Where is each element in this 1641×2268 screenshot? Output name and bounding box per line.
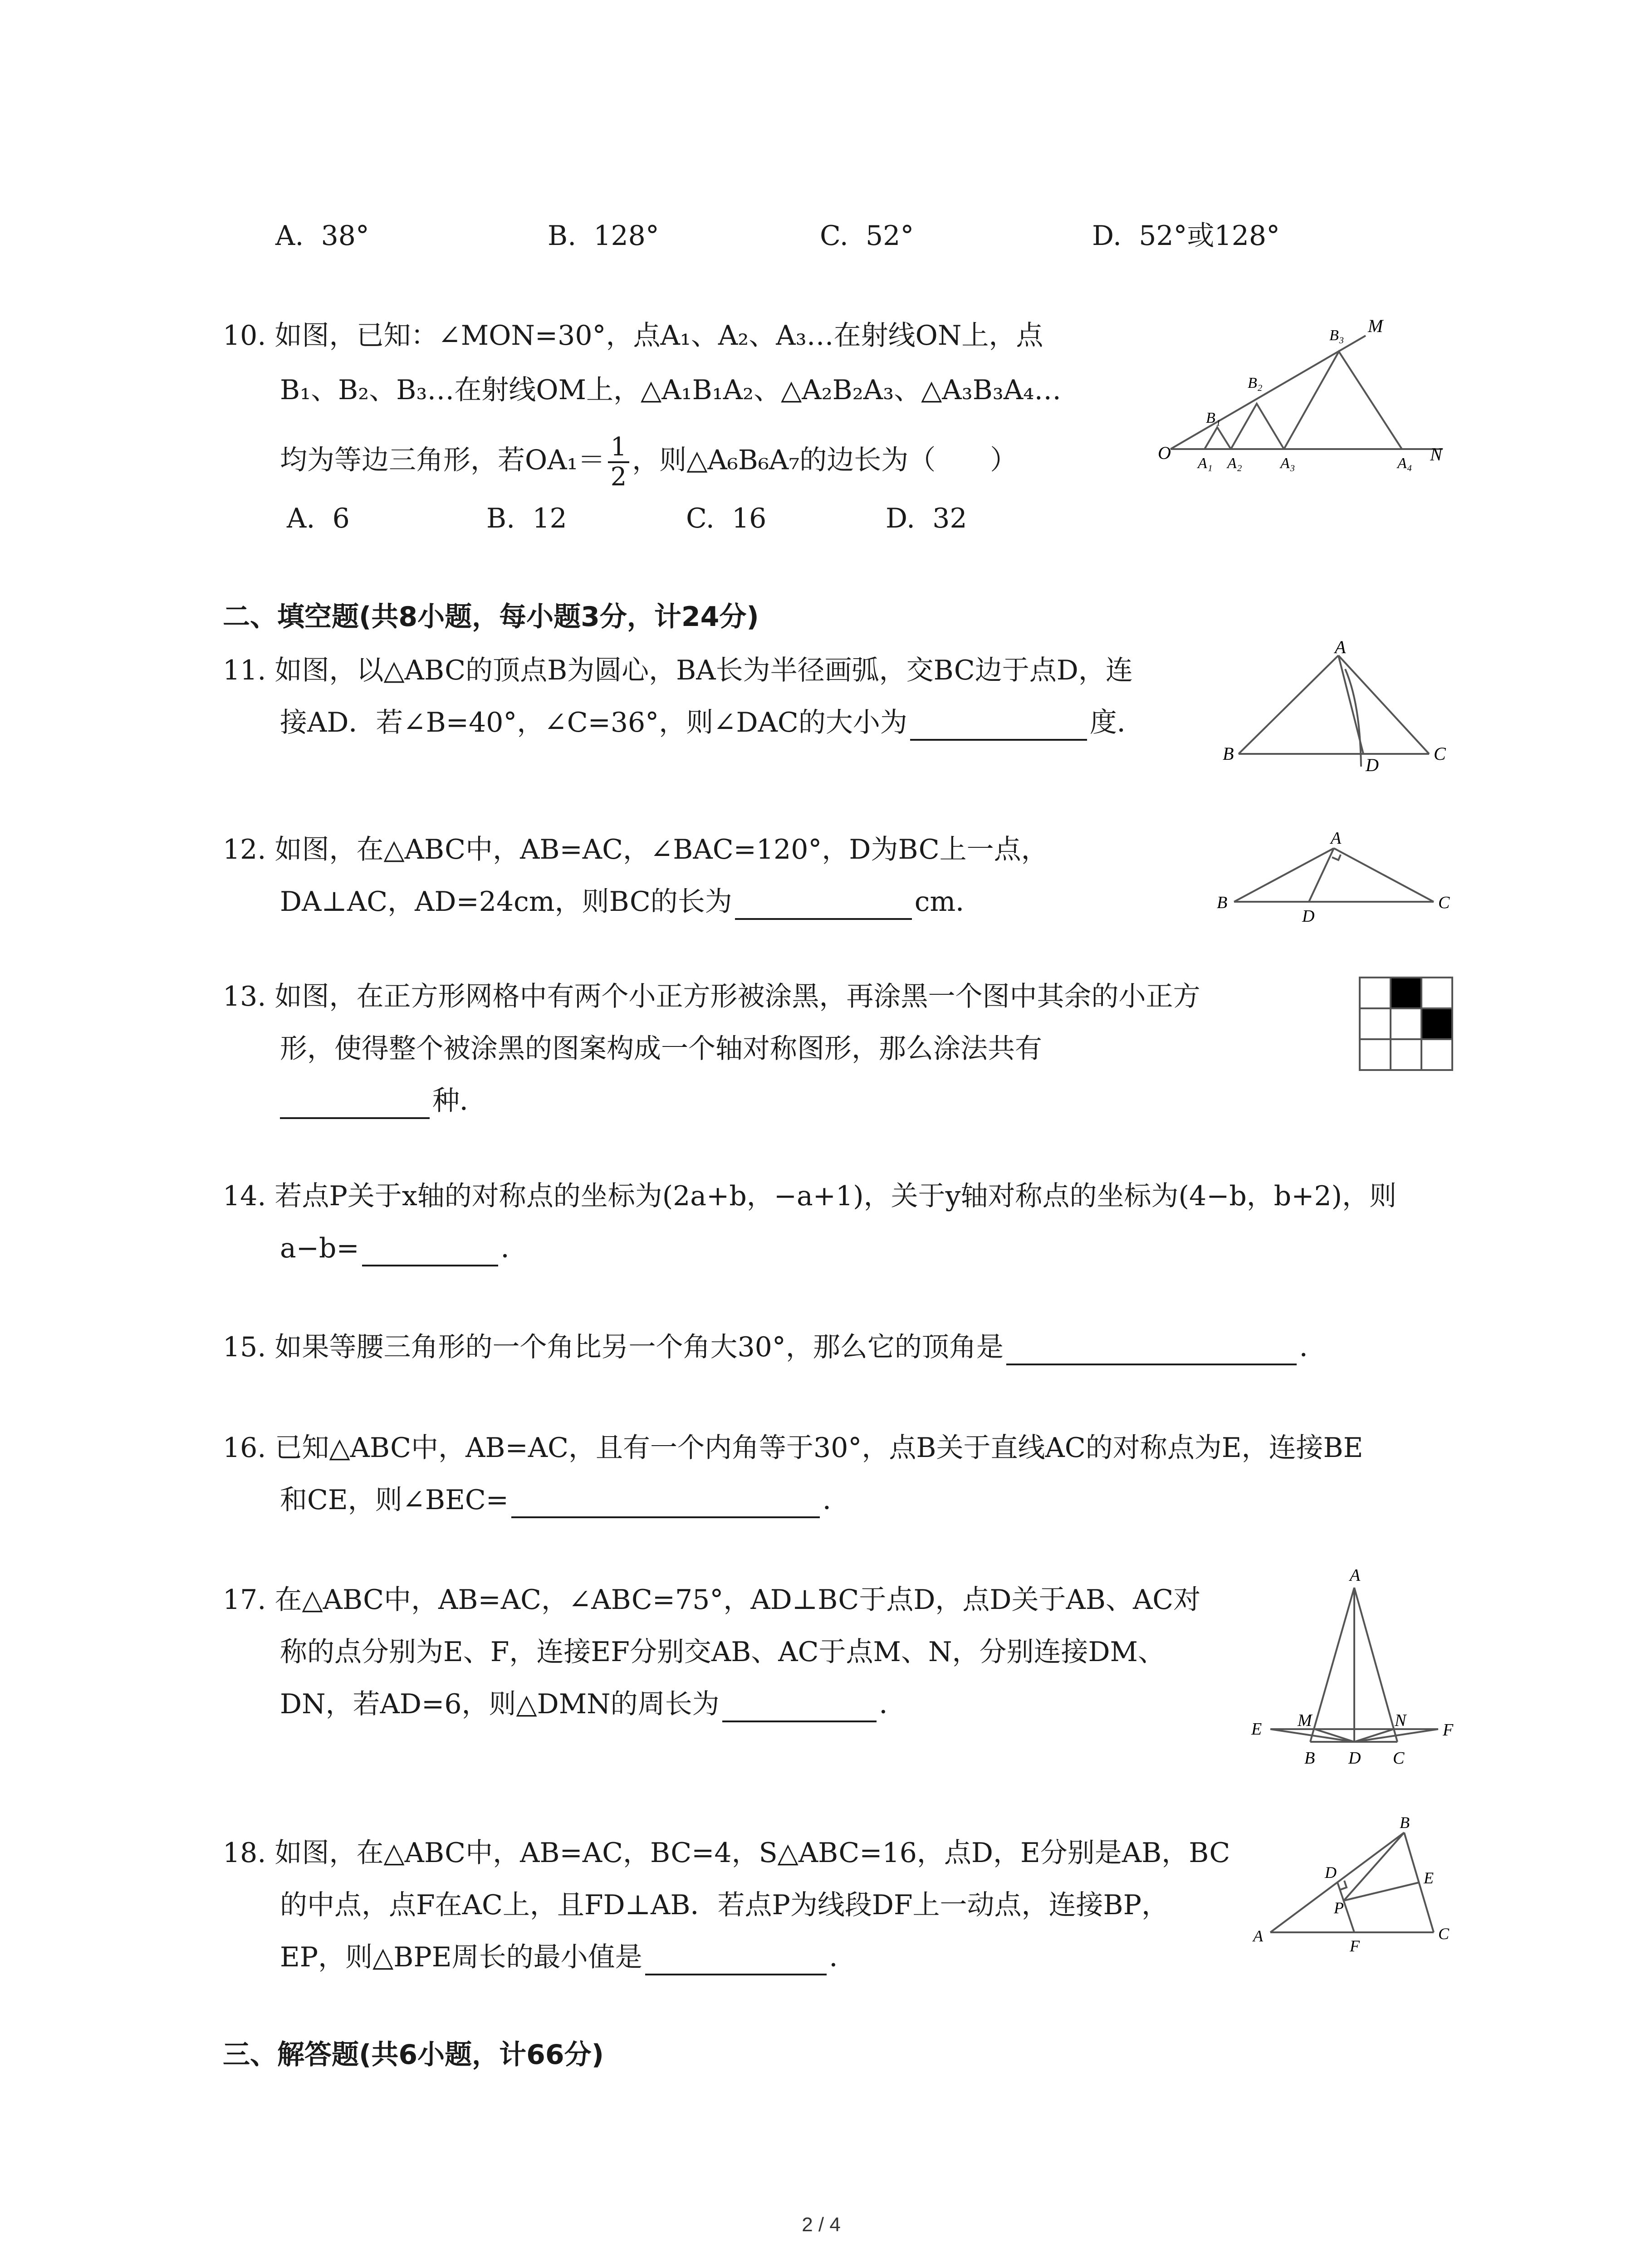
page-number: 2 / 4 [802, 2214, 841, 2236]
q12-figure [1207, 816, 1461, 930]
q15-line1: 15. 如果等腰三角形的一个角比另一个角大30°，那么它的顶角是 ． [223, 1329, 1327, 1365]
label-B1: B₁ [1206, 410, 1221, 426]
label-B3: B₃ [1329, 327, 1344, 344]
q13-grid-figure [1359, 976, 1454, 1071]
q12-line1: 12. 如图，在△ABC中，AB=AC，∠BAC=120°，D为BC上一点， [223, 834, 1048, 865]
q10-line3: 均为等边三角形，若OA₁＝ $\frac{1}{2}$ ，则△A₆B₆A₇的边长为（ ） [280, 432, 1018, 492]
q16-line1: 16. 已知△ABC中，AB=AC，且有一个内角等于30°，点B关于直线AC的对称点为E，连接BE [223, 1432, 1363, 1464]
q16-answer-blank[interactable] [511, 1488, 820, 1518]
q9-option-c: C. 52° [820, 220, 914, 252]
q16-line2: 和CE，则∠BEC= ． [280, 1482, 850, 1518]
q11-figure [1216, 635, 1461, 776]
q17-line2: 称的点分别为E、F，连接EF分别交AB、AC于点M、N，分别连接DM、 [280, 1636, 1165, 1668]
section-2-title: 二、填空题(共8小题，每小题3分，计24分) [223, 601, 759, 633]
label-D: D [1325, 1863, 1337, 1882]
q9-option-b: B. 128° [548, 220, 659, 252]
q13-line1: 13. 如图，在正方形网格中有两个小正方形被涂黑，再涂黑一个图中其余的小正方 [223, 981, 1200, 1012]
label-A4: A₄ [1397, 455, 1412, 472]
label-M: M [1368, 316, 1383, 336]
q14-answer-blank[interactable] [362, 1237, 498, 1266]
label-A: A [1335, 637, 1346, 657]
q10-option-d: D. 32 [886, 503, 967, 534]
label-F: F [1443, 1721, 1454, 1740]
q10-figure [1152, 304, 1461, 476]
q14-line2: a−b= ． [280, 1230, 528, 1266]
q10-line2: B₁、B₂、B₃…在射线OM上，△A₁B₁A₂、△A₂B₂A₃、△A₃B₃A₄… [280, 374, 1062, 406]
label-C: C [1393, 1749, 1405, 1768]
section-3-title: 三、解答题(共6小题，计66分) [223, 2039, 604, 2071]
q10-option-b: B. 12 [486, 503, 567, 534]
q18-line1: 18. 如图，在△ABC中，AB=AC，BC=4，S△ABC=16，点D，E分别是AB，BC [223, 1837, 1230, 1869]
label-C: C [1438, 1925, 1450, 1943]
q9-option-a: A. 38° [275, 220, 369, 252]
label-B: B [1223, 743, 1234, 764]
label-D: D [1302, 907, 1315, 926]
q13-answer-blank[interactable] [280, 1089, 430, 1119]
q9-option-d: D. 52°或128° [1092, 220, 1280, 252]
q18-line2: 的中点，点F在AC上，且FD⊥AB．若点P为线段DF上一动点，连接BP， [280, 1889, 1169, 1921]
label-B2: B₂ [1248, 375, 1263, 391]
label-P: P [1334, 1899, 1344, 1917]
label-A: A [1253, 1927, 1263, 1945]
q18-figure [1243, 1810, 1461, 1973]
q11-answer-blank[interactable] [910, 711, 1087, 741]
q18-line3: EP，则△BPE周长的最小值是 ． [280, 1939, 857, 1975]
label-F: F [1350, 1937, 1360, 1955]
label-A3: A₃ [1280, 455, 1295, 472]
q14-line1: 14. 若点P关于x轴的对称点的坐标为(2a+b，−a+1)，关于y轴对称点的坐标为(4−b，b+2)，则 [223, 1180, 1397, 1212]
label-N: N [1395, 1711, 1406, 1730]
label-N: N [1430, 444, 1442, 464]
q10-option-c: C. 16 [686, 503, 767, 534]
label-D: D [1348, 1749, 1361, 1768]
label-A2: A₂ [1227, 455, 1242, 472]
q13-line2: 形，使得整个被涂黑的图案构成一个轴对称图形，那么涂法共有 [280, 1033, 1042, 1065]
label-A: A [1331, 829, 1342, 848]
q17-line3: DN，若AD=6，则△DMN的周长为 ． [280, 1686, 906, 1722]
label-A1: A₁ [1198, 455, 1213, 472]
q13-line3: 种． [280, 1083, 487, 1119]
label-E: E [1251, 1720, 1262, 1739]
fraction-one-half: $\frac{1}{2}$ [608, 433, 630, 491]
label-C: C [1438, 893, 1450, 912]
label-D: D [1366, 755, 1379, 775]
q15-answer-blank[interactable] [1006, 1335, 1297, 1365]
label-O: O [1158, 443, 1171, 463]
q18-answer-blank[interactable] [645, 1945, 827, 1975]
q17-figure [1243, 1560, 1461, 1778]
q11-line2: 接AD．若∠B=40°，∠C=36°，则∠DAC的大小为 度． [280, 704, 1144, 741]
label-B: B [1217, 893, 1228, 912]
q12-answer-blank[interactable] [735, 890, 912, 920]
grid-cell-black-2 [1421, 1008, 1452, 1039]
label-C: C [1434, 743, 1446, 764]
q12-line2: DA⊥AC，AD=24cm，则BC的长为 cm． [280, 884, 983, 920]
grid-cell-black-1 [1391, 978, 1421, 1008]
q10-line1: 10. 如图，已知：∠MON=30°，点A₁、A₂、A₃…在射线ON上，点 [223, 320, 1043, 352]
label-M: M [1298, 1711, 1312, 1730]
label-B: B [1304, 1749, 1315, 1768]
q17-answer-blank[interactable] [722, 1692, 877, 1722]
label-E: E [1424, 1869, 1434, 1887]
q10-option-a: A. 6 [287, 503, 350, 534]
q11-line1: 11. 如图，以△ABC的顶点B为圆心，BA长为半径画弧，交BC边于点D，连 [223, 655, 1133, 686]
label-A: A [1350, 1566, 1361, 1585]
label-B: B [1400, 1813, 1410, 1832]
q17-line1: 17. 在△ABC中，AB=AC，∠ABC=75°，AD⊥BC于点D，点D关于AB、AC对 [223, 1584, 1201, 1616]
